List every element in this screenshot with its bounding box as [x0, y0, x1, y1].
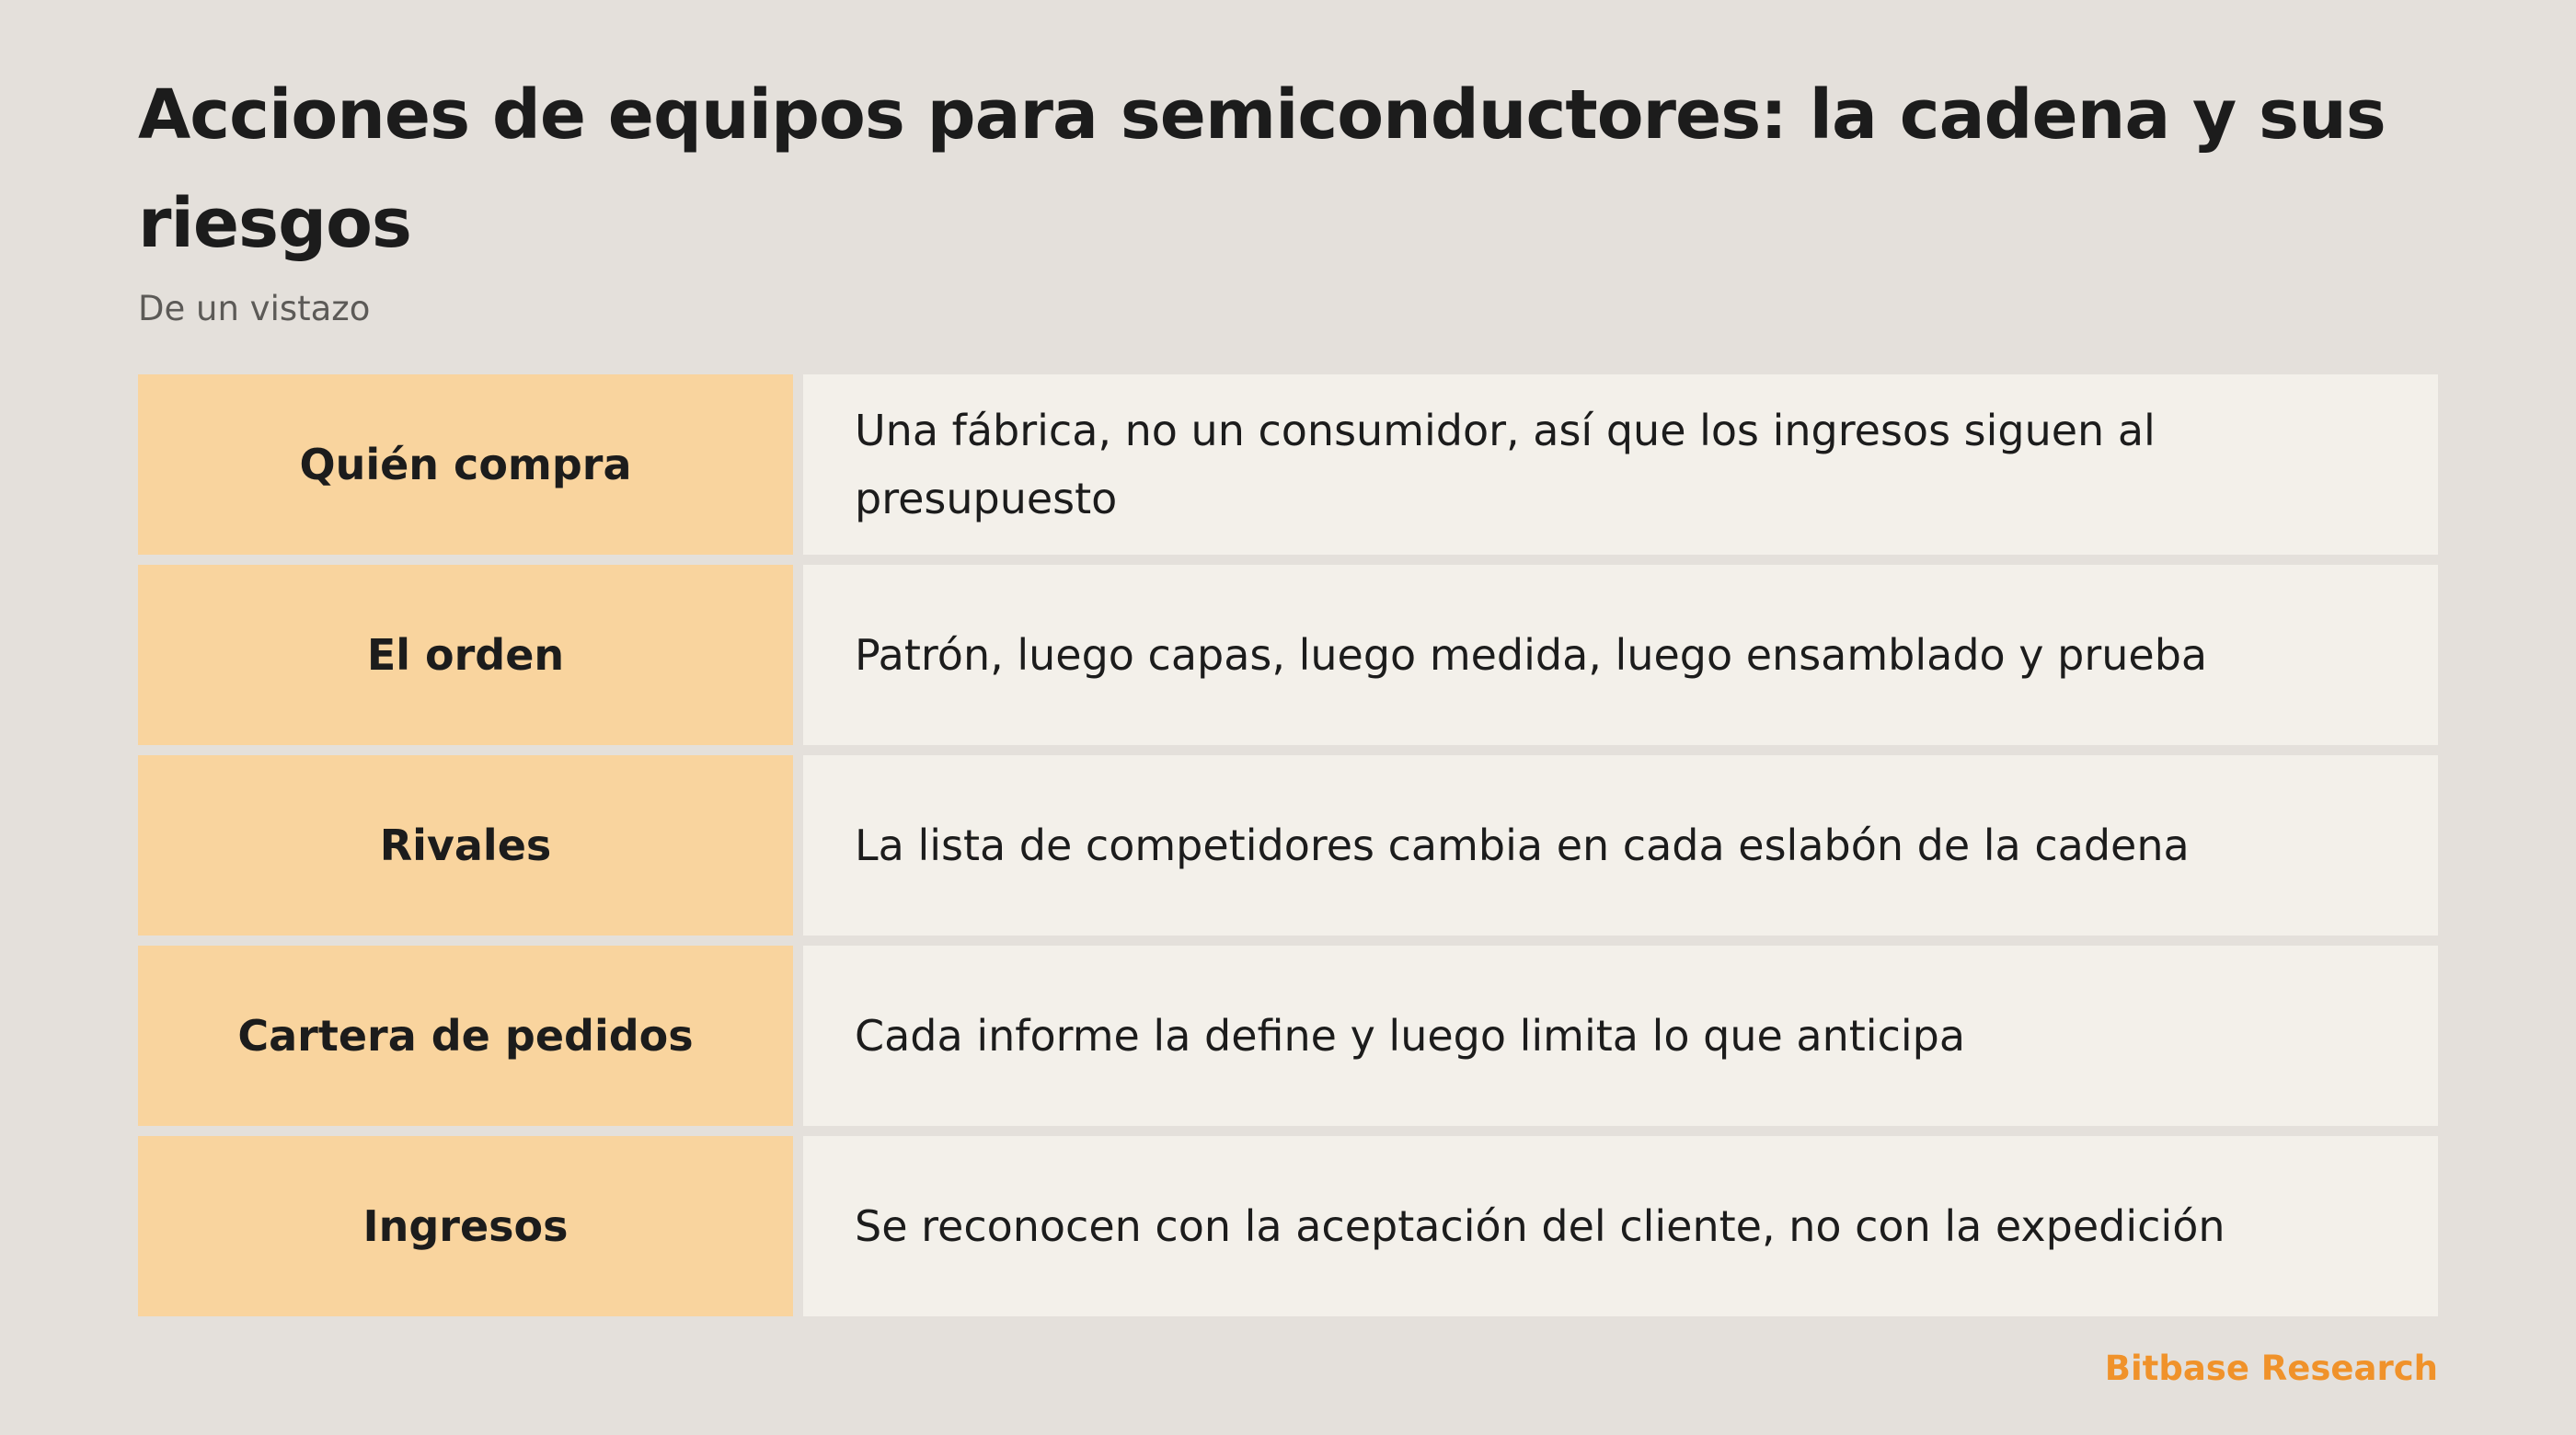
row-value: Cada informe la define y luego limita lo que anticipa: [803, 946, 2438, 1126]
brand-footer: Bitbase Research: [2104, 1349, 2438, 1388]
row-label: Rivales: [138, 755, 793, 936]
row-label: Ingresos: [138, 1136, 793, 1316]
slide: [138, 61, 2438, 1251]
row-label: Cartera de pedidos: [138, 946, 793, 1126]
row-label: Quién compra: [138, 374, 793, 555]
table-row: [138, 946, 2438, 1126]
row-value: Una fábrica, no un consumidor, así que los ingresos siguen al presupuesto: [803, 374, 2438, 555]
table-row: [138, 374, 2438, 555]
row-value: La lista de competidores cambia en cada eslabón de la cadena: [803, 755, 2438, 936]
summary-table: [138, 374, 2438, 1316]
row-value: Se reconocen con la aceptación del cliente, no con la expedición: [803, 1136, 2438, 1316]
page-subtitle: De un vistazo: [138, 289, 371, 328]
row-value: Patrón, luego capas, luego medida, luego ensamblado y prueba: [803, 565, 2438, 745]
table-row: [138, 755, 2438, 936]
row-label: El orden: [138, 565, 793, 745]
table-row: [138, 1136, 2438, 1316]
table-row: [138, 565, 2438, 745]
page-title: Acciones de equipos para semiconductores: la cadena y sus riesgos: [138, 75, 2386, 263]
